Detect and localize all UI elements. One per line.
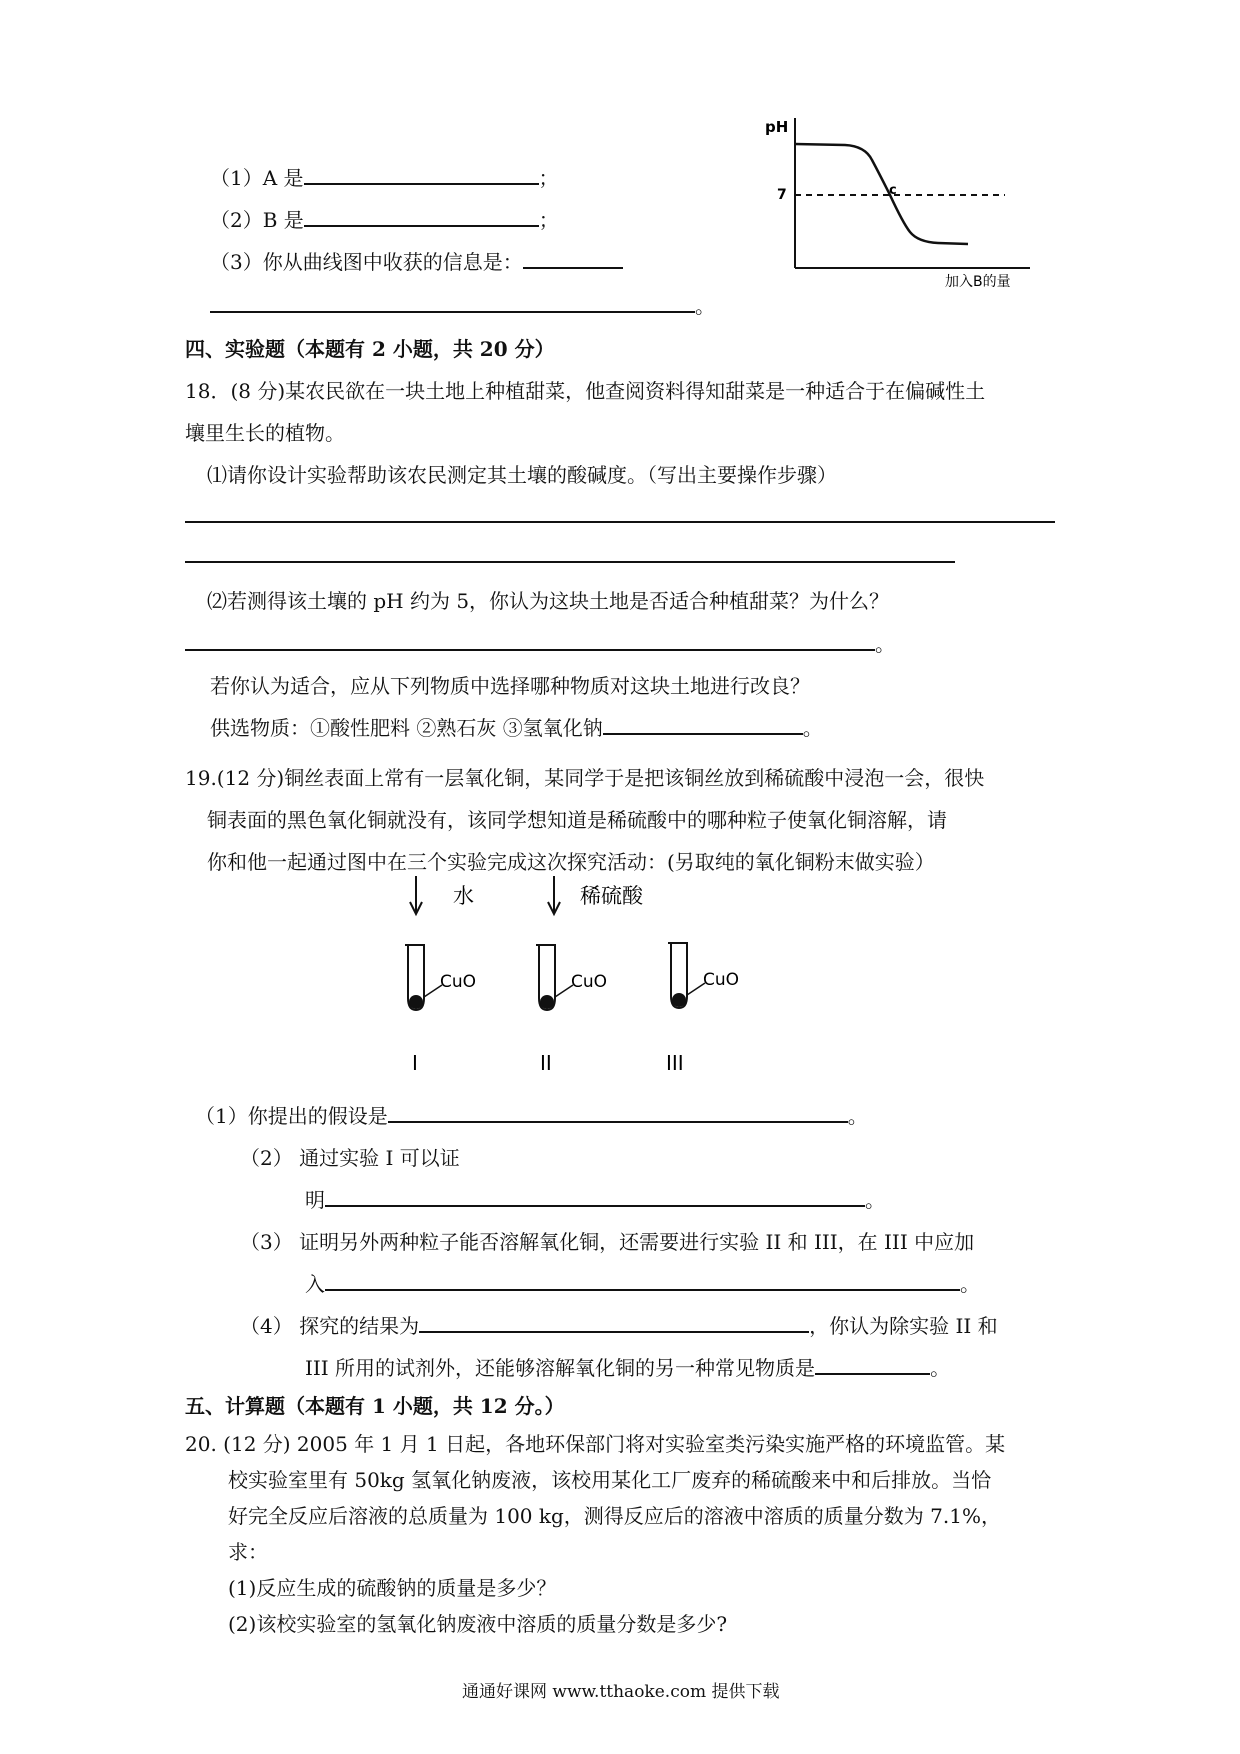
question-19-part-3b: 入 。 (305, 1268, 980, 1297)
section-5-heading: 五、计算题（本题有 1 小题，共 12 分。） (185, 1394, 565, 1418)
cuo-powder (540, 995, 554, 1009)
question-19-stem-line1: 19.(12 分)铜丝表面上常有一层氧化铜，某同学于是把该铜丝放到稀硫酸中浸泡一会，很快 (185, 766, 985, 790)
cuo-label: CuO (571, 972, 608, 992)
question-20-line4: 求： (228, 1540, 268, 1564)
question-19-stem-line3: 你和他一起通过图中在三个实验完成这次探究活动：(另取纯的氧化铜粉末做实验） (207, 850, 935, 874)
question-19-part-3a: （3） 证明另外两种粒子能否溶解氧化铜，还需要进行实验 II 和 III，在 III 中应加 (240, 1230, 975, 1254)
question-19-stem-line2: 铜表面的黑色氧化铜就没有，该同学想知道是稀硫酸中的哪种粒子使氧化铜溶解，请 (207, 808, 947, 832)
question-19-part-2a: （2） 通过实验 I 可以证 (240, 1146, 460, 1170)
question-label: （2）B 是 (210, 208, 304, 232)
answer-blank[interactable] (523, 246, 623, 269)
question-18-stem-line2: 壤里生长的植物。 (185, 421, 345, 445)
question-20-part-1: (1)反应生成的硫酸钠的质量是多少？ (228, 1576, 557, 1600)
arrow-down-icon (410, 876, 422, 914)
reagent-acid-label: 稀硫酸 (580, 884, 643, 908)
question-18-part-2-answer: 。 (185, 628, 895, 657)
answer-blank[interactable] (304, 162, 539, 185)
question-label: （3）你从曲线图中收获的信息是： (210, 250, 523, 274)
y-axis-label: pH (765, 118, 789, 136)
answer-blank[interactable] (419, 1310, 809, 1333)
answer-blank[interactable] (185, 628, 875, 651)
question-18-part-3: 若你认为适合，应从下列物质中选择哪种物质对这块土地进行改良？ (210, 674, 810, 698)
question-18-part-4: 供选物质：①酸性肥料 ②熟石灰 ③氢氧化钠 。 (210, 712, 823, 741)
question-19-part-2b: 明 。 (305, 1184, 885, 1213)
answer-line[interactable] (185, 561, 955, 563)
question-19-part-1: （1）你提出的假设是 。 (195, 1100, 868, 1129)
test-tube-diagram (390, 870, 810, 1080)
question-17-part-1: （1）A 是 ； (210, 162, 559, 191)
tube-label-1: I (412, 1051, 418, 1075)
question-17-part-2: （2）B 是 ； (210, 204, 559, 233)
question-19-part-4b: III 所用的试剂外，还能够溶解氧化铜的另一种常见物质是 。 (305, 1352, 950, 1381)
question-label: （1）A 是 (210, 166, 304, 190)
x-axis-label: 加入B的量 (945, 274, 1011, 290)
answer-blank[interactable] (210, 290, 695, 313)
answer-line[interactable] (185, 521, 1055, 523)
question-20-line3: 好完全反应后溶液的总质量为 100 kg，测得反应后的溶液中溶质的质量分数为 7.1%， (228, 1504, 1001, 1528)
answer-blank[interactable] (388, 1100, 848, 1123)
page-footer: 通通好课网 www.tthaoke.com 提供下载 (462, 1682, 780, 1702)
test-tube-3 (668, 943, 739, 1008)
question-20-line2: 校实验室里有 50kg 氢氧化钠废液，该校用某化工厂废弃的稀硫酸来中和后排放。当恰 (228, 1468, 992, 1492)
question-20-line1: 20. (12 分) 2005 年 1 月 1 日起，各地环保部门将对实验室类污染实施严格的环境监管。某 (185, 1432, 1006, 1456)
answer-blank[interactable] (325, 1184, 865, 1207)
test-tube-2 (536, 945, 607, 1010)
question-17-part-3 (210, 246, 623, 275)
reagent-water-label: 水 (453, 884, 474, 908)
cuo-label: CuO (703, 970, 740, 990)
question-18-stem-line1: 18．(8 分)某农民欲在一块土地上种植甜菜，他查阅资料得知甜菜是一种适合于在偏碱性土 (185, 379, 986, 403)
ph-curve-graph (760, 108, 1060, 298)
ph-7-tick-label: 7 (777, 187, 787, 203)
question-20-part-2: (2)该校实验室的氢氧化钠废液中溶质的质量分数是多少? (228, 1612, 728, 1636)
cuo-powder (672, 993, 686, 1007)
point-c-label: c (889, 183, 897, 198)
question-18-part-2: ⑵若测得该土壤的 pH 约为 5，你认为这块土地是否适合种植甜菜？为什么？ (207, 589, 890, 613)
question-19-part-4a: （4） 探究的结果为 ，你认为除实验 II 和 (240, 1310, 998, 1339)
answer-blank[interactable] (815, 1352, 930, 1375)
tube-label-3: III (666, 1051, 684, 1075)
cuo-label: CuO (440, 972, 477, 992)
section-4-heading: 四、实验题（本题有 2 小题，共 20 分） (185, 337, 555, 361)
answer-blank[interactable] (603, 712, 803, 735)
question-18-part-1: ⑴请你设计实验帮助该农民测定其土壤的酸碱度。（写出主要操作步骤） (207, 463, 837, 487)
answer-blank[interactable] (304, 204, 539, 227)
answer-blank[interactable] (325, 1268, 960, 1291)
question-17-part-3-continued: 。 (210, 290, 715, 319)
arrow-down-icon (548, 876, 560, 914)
test-tube-1 (405, 945, 476, 1010)
cuo-powder (409, 995, 423, 1009)
tube-label-2: II (540, 1051, 552, 1075)
